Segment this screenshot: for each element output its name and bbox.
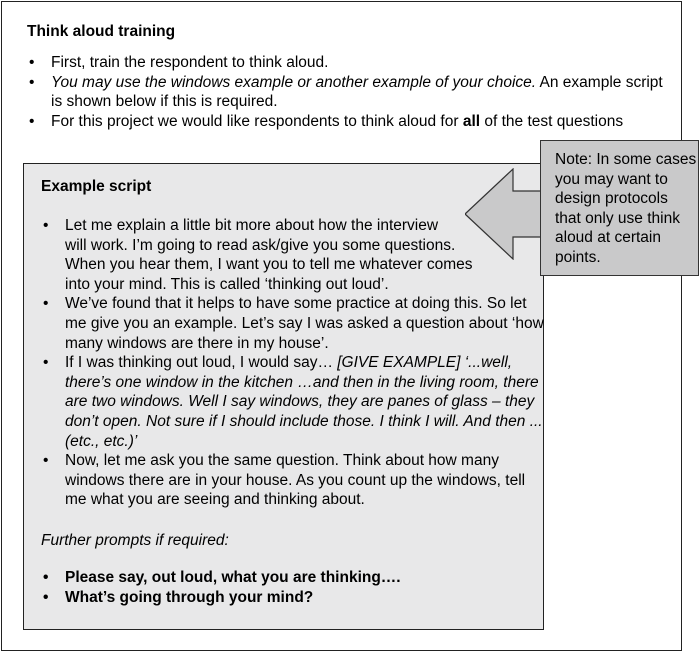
script-line: will work. I’m going to read ask/give you some questions. <box>65 236 456 254</box>
script-line: many windows are there in my house’. <box>65 334 329 352</box>
script-line: If I was thinking out loud, I would say… <box>65 354 338 372</box>
script-line: Let me explain a little bit more about how the interview <box>65 217 439 234</box>
script-line: Now, let me ask you the same question. Think about how many <box>65 452 499 470</box>
script-line: me what you are seeing and thinking about. <box>65 491 365 509</box>
script-line: me give you an example. Let’s say I was asked a question about ‘how <box>65 314 544 332</box>
script-line: When you hear them, I want you to tell me whatever comes <box>65 256 473 274</box>
script-item <box>41 451 546 510</box>
instruction-item <box>27 53 667 73</box>
instruction-text: of the test questions <box>480 112 624 130</box>
instruction-text-bold: all <box>462 112 481 130</box>
left-arrow-icon <box>465 168 545 260</box>
prompt-item: • What’s going through your mind? <box>41 588 521 608</box>
note-callout: Note: In some cases you may want to design protocols that only use think aloud at certain points. <box>540 140 699 276</box>
script-example-italic: [GIVE EXAMPLE] ‘...well, there’s one window in the kitchen …and then in the living room, there are two windows. Well I say windows, they are panes of glass – they don’t open. Not sure if I should include those. I think I will. And then ... (etc., etc.)’ <box>65 354 543 450</box>
page-title: Think aloud training <box>27 23 176 40</box>
script-item <box>41 353 546 451</box>
instruction-item <box>27 73 667 112</box>
script-line: We’ve found that it helps to have some practice at doing this. So let <box>65 295 527 313</box>
prompt-item: • Please say, out loud, what you are thinking…. <box>41 568 521 588</box>
instruction-text: An example script is shown below if this is required. <box>51 73 663 110</box>
script-list <box>41 216 546 510</box>
prompts-intro: Further prompts if required: <box>41 532 229 549</box>
instruction-text-italic: You may use the windows example or another example of your choice. <box>51 73 537 91</box>
instruction-text: For this project we would like respondents to think aloud for <box>51 112 463 130</box>
instruction-list <box>27 53 667 131</box>
script-item <box>41 294 546 353</box>
instruction-item <box>27 112 667 132</box>
prompt-list <box>41 568 521 608</box>
script-line: into your mind. This is called ‘thinking out loud’. <box>65 275 389 293</box>
instruction-text: First, train the respondent to think aloud. <box>51 54 329 71</box>
script-title: Example script <box>41 178 152 195</box>
script-line: windows there are in your house. As you count up the windows, tell <box>65 471 526 489</box>
